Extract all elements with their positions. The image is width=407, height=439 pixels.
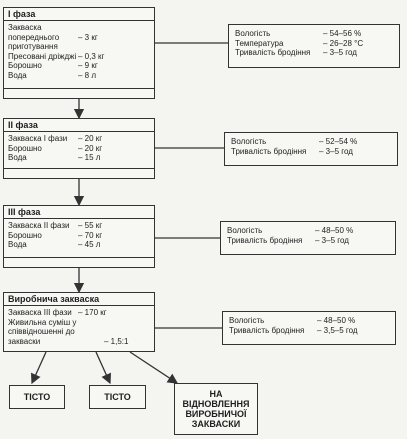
ingredient-name: Вода [8, 70, 27, 80]
production-row [8, 308, 150, 318]
phase-3-title: III фаза [4, 206, 154, 219]
arrow-to-output-1 [32, 352, 46, 383]
ingredient-value: – 70 кг [78, 230, 103, 240]
condition-row [229, 326, 389, 336]
condition-name: Тривалість бродіння [235, 48, 311, 58]
condition-value: – 48–50 % [317, 316, 356, 325]
ingredient-value: – 9 кг [78, 61, 98, 71]
phase-2-row [8, 134, 150, 144]
condition-name: Вологість [235, 29, 271, 38]
phase-1-box [3, 7, 155, 99]
condition-value: – 3–5 год [319, 146, 353, 156]
phase-3-footer-line [4, 257, 154, 258]
condition-row [227, 236, 389, 246]
ingredient-value: – 1,5:1 [104, 336, 129, 346]
phase-1-title: I фаза [4, 8, 154, 21]
condition-name: Вологість [229, 316, 265, 325]
phase-2-row [8, 144, 150, 154]
phase-3-row [8, 221, 150, 231]
ingredient-value: – 3 кг [78, 32, 98, 42]
output-dough-1: ТІСТО [9, 385, 65, 409]
condition-value: – 3,5–5 год [317, 325, 358, 335]
arrow-to-output-3 [130, 352, 177, 383]
ingredient-value: – 15 л [78, 153, 101, 163]
condition-name: Температура [235, 38, 284, 48]
phase-1-row [8, 23, 150, 52]
condition-value: – 26–28 °С [323, 38, 364, 48]
condition-value: – 48–50 % [315, 226, 354, 235]
phase-3-box [3, 205, 155, 268]
condition-row [231, 147, 391, 157]
phase-2-row [8, 153, 150, 163]
production-sourdough-title: Виробнича закваска [4, 293, 154, 306]
production-sourdough-box [3, 292, 155, 352]
ingredient-value: – 55 кг [78, 221, 103, 230]
condition-value: – 3–5 год [315, 235, 349, 245]
phase-3-row [8, 240, 150, 250]
condition-name: Тривалість бродіння [231, 146, 307, 156]
phase-1-row [8, 61, 150, 71]
ingredient-value: – 20 кг [78, 134, 103, 143]
phase-2-title: II фаза [4, 119, 154, 132]
phase-1-row [8, 52, 150, 62]
phase-1-footer-line [4, 88, 154, 89]
ingredient-value: – 8 л [78, 70, 97, 80]
ingredient-name: Закваска III фази [8, 308, 72, 317]
ingredient-value: – 45 л [78, 240, 101, 250]
ingredient-name: Закваска I фази [8, 134, 68, 143]
ingredient-name: Живильна суміш у співвідношенні до закваски [8, 317, 77, 346]
ingredient-name: Борошно [8, 143, 42, 153]
condition-value: – 52–54 % [319, 137, 358, 146]
condition-value: – 54–56 % [323, 29, 362, 38]
ingredient-value: – 0,3 кг [78, 51, 105, 61]
ingredient-name: Борошно [8, 61, 42, 71]
phase-3-row [8, 231, 150, 241]
ingredient-value: – 20 кг [78, 143, 103, 153]
phase-1-conditions-box [228, 24, 400, 68]
ingredient-name: Пресовані дріжджі [8, 51, 77, 61]
condition-row [235, 29, 393, 39]
condition-name: Вологість [227, 226, 263, 235]
ingredient-name: Борошно [8, 230, 42, 240]
condition-name: Тривалість бродіння [229, 325, 305, 335]
ingredient-value: – 170 кг [78, 308, 107, 317]
production-conditions-box [222, 311, 396, 345]
condition-name: Вологість [231, 137, 267, 146]
phase-1-row [8, 71, 150, 81]
ingredient-name: Закваска II фази [8, 221, 70, 230]
phase-2-box [3, 118, 155, 179]
phase-3-conditions-box [220, 221, 396, 255]
condition-value: – 3–5 год [323, 48, 357, 58]
condition-row [235, 48, 393, 58]
condition-row [227, 226, 389, 236]
output-restore-sourdough: НА ВІДНОВЛЕННЯ ВИРОБНИЧОЇ ЗАКВАСКИ [174, 383, 258, 435]
output-dough-2: ТІСТО [89, 385, 146, 409]
condition-name: Тривалість бродіння [227, 235, 303, 245]
ingredient-name: Закваска попереднього приготування [8, 23, 60, 52]
condition-row [235, 39, 393, 49]
arrow-to-output-2 [96, 352, 110, 383]
phase-2-footer-line [4, 168, 154, 169]
condition-row [231, 137, 391, 147]
production-row [8, 318, 150, 347]
ingredient-name: Вода [8, 153, 27, 163]
condition-row [229, 316, 389, 326]
phase-2-conditions-box [224, 132, 398, 166]
ingredient-name: Вода [8, 240, 27, 250]
